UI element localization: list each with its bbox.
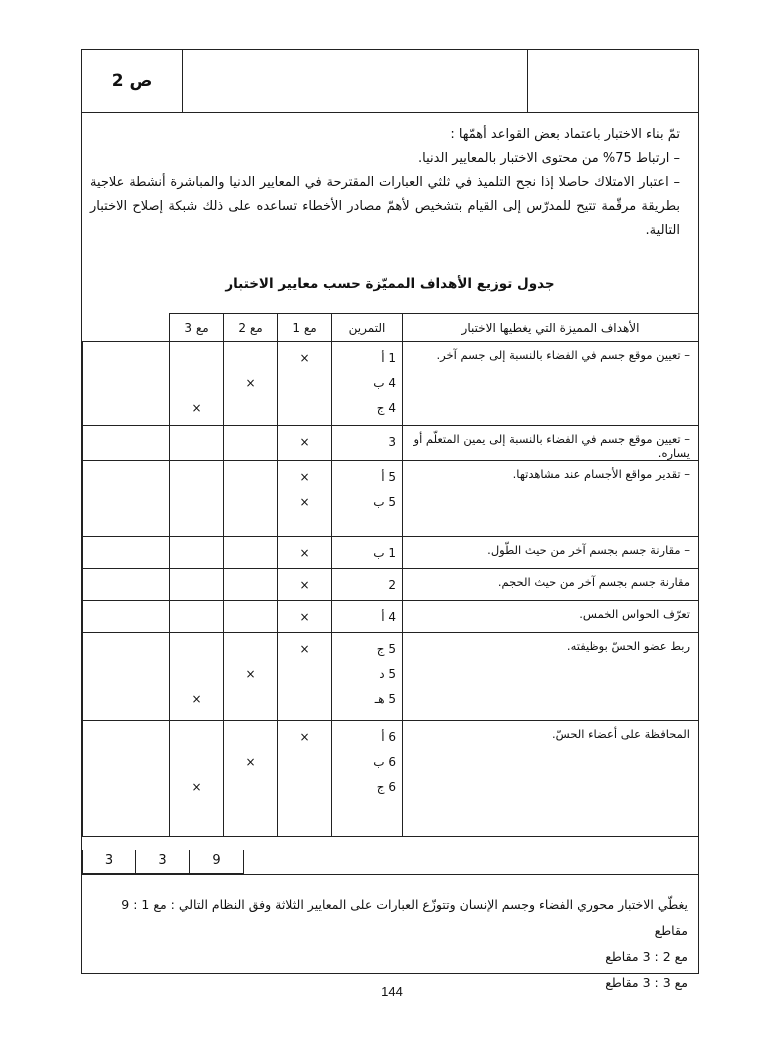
exercise-cell	[332, 633, 403, 721]
blank-cell	[83, 569, 170, 601]
criterion-c1-cell	[278, 569, 332, 601]
objective-cell: – مقارنة جسم بجسم آخر من حيث الطّول.	[403, 537, 699, 569]
exercise-ref: 6 ب	[373, 755, 396, 769]
check-mark: ×	[191, 401, 202, 415]
criterion-c2-cell	[224, 342, 278, 426]
check-mark	[278, 662, 331, 687]
criterion-c1-cell	[278, 342, 332, 426]
page-frame	[81, 49, 699, 990]
exercise-ref: 6 ج	[376, 780, 396, 794]
check-mark	[278, 396, 331, 421]
criterion-c1-cell	[278, 601, 332, 633]
check-mark	[278, 775, 331, 800]
exercise-ref: 5 ب	[373, 495, 396, 509]
objective-cell: ربط عضو الحسّ بوظيفته.	[403, 633, 699, 721]
header-row	[82, 50, 698, 113]
check-mark: ×	[299, 730, 310, 744]
blank-cell	[83, 461, 170, 537]
criterion-c2-cell	[224, 461, 278, 537]
intro-line: – اعتبار الامتلاك حاصلا إذا نجح التلميذ في ثلثي العبارات المقترحة في المعايير الدنيا والمباشرة أنشطة علاجية بطريقة مرقّمة تتيح للمدرّس إلى القيام بتشخيص لأهمّ مصادر الأخطاء تساعده على ذلك شبكة إصلاح الاختبار التالية.	[90, 175, 680, 238]
exercise-cell	[332, 601, 403, 633]
table-row	[83, 633, 699, 721]
criterion-c2-cell	[224, 721, 278, 837]
exercise-ref: 3	[388, 435, 396, 449]
exercise-ref: 2	[388, 578, 396, 592]
total-c1: 9	[190, 850, 244, 874]
table-row	[83, 721, 699, 837]
criterion-c2-cell	[224, 537, 278, 569]
criterion-c3-cell	[170, 342, 224, 426]
summary-line: مع 3 : 3 مقاطع	[605, 975, 688, 990]
check-mark	[170, 725, 223, 750]
check-mark	[224, 775, 277, 800]
header-objectives: الأهداف المميزة التي يغطيها الاختبار	[403, 314, 699, 342]
header-c3: مع 3	[170, 314, 224, 342]
check-mark	[224, 605, 277, 630]
divider	[82, 874, 698, 875]
objective-cell: – تقدير مواقع الأجسام عند مشاهدتها.	[403, 461, 699, 537]
objective-cell: تعرّف الحواس الخمس.	[403, 601, 699, 633]
check-mark: ×	[191, 692, 202, 706]
header-exercise: التمرين	[332, 314, 403, 342]
total-c2: 3	[136, 850, 190, 874]
table-row	[83, 601, 699, 633]
exercise-cell	[332, 721, 403, 837]
objectives-table	[82, 313, 699, 837]
blank-cell	[83, 537, 170, 569]
summary-line: يغطّي الاختبار محوري الفضاء وجسم الإنسان وتتوزّع العبارات على المعايير الثلاثة وفق النظام التالي : مع 1 : 9 مقاطع	[121, 897, 688, 938]
summary-line: مع 2 : 3 مقاطع	[605, 949, 688, 964]
criterion-c3-cell	[170, 569, 224, 601]
totals-row	[82, 850, 244, 874]
check-mark	[224, 687, 277, 712]
check-mark	[170, 573, 223, 598]
page-label: ص 2	[111, 71, 153, 91]
exercise-cell	[332, 426, 403, 461]
check-mark	[170, 541, 223, 566]
blank-cell	[83, 601, 170, 633]
blank-cell	[83, 721, 170, 837]
criterion-c2-cell	[224, 633, 278, 721]
page-number: 144	[381, 984, 403, 999]
check-mark: ×	[299, 578, 310, 592]
table-row	[83, 537, 699, 569]
header-divider-1	[182, 50, 183, 112]
total-c3: 3	[82, 850, 136, 874]
header-c1: مع 1	[278, 314, 332, 342]
exercise-ref: 5 هـ	[374, 692, 396, 706]
header-blank	[83, 314, 170, 342]
check-mark: ×	[299, 642, 310, 656]
objective-cell: المحافظة على أعضاء الحسّ.	[403, 721, 699, 837]
check-mark	[224, 725, 277, 750]
check-mark	[170, 371, 223, 396]
objective-cell: مقارنة جسم بجسم آخر من حيث الحجم.	[403, 569, 699, 601]
table-row	[83, 569, 699, 601]
criterion-c3-cell	[170, 537, 224, 569]
blank-cell	[83, 342, 170, 426]
check-mark	[224, 430, 277, 455]
intro-text	[90, 123, 680, 243]
check-mark: ×	[299, 495, 310, 509]
objective-cell: – تعيين موقع جسم في الفضاء بالنسبة إلى يمين المتعلّم أو يساره.	[403, 426, 699, 461]
table-row	[83, 342, 699, 426]
exercise-cell	[332, 342, 403, 426]
exercise-cell	[332, 461, 403, 537]
table-caption: جدول توزيع الأهداف المميّزة حسب معايير الاختبار	[225, 276, 555, 292]
check-mark: ×	[299, 435, 310, 449]
criterion-c3-cell	[170, 426, 224, 461]
exercise-ref: 6 أ	[381, 730, 396, 744]
exercise-ref: 4 أ	[381, 610, 396, 624]
exercise-ref: 5 د	[379, 667, 396, 681]
summary-text	[88, 892, 688, 996]
check-mark	[170, 750, 223, 775]
exercise-ref: 1 ب	[373, 546, 396, 560]
check-mark	[224, 465, 277, 490]
exercise-ref: 4 ج	[376, 401, 396, 415]
check-mark	[224, 346, 277, 371]
check-mark	[224, 490, 277, 515]
check-mark	[278, 371, 331, 396]
criterion-c2-cell	[224, 426, 278, 461]
criterion-c1-cell	[278, 426, 332, 461]
check-mark	[170, 490, 223, 515]
blank-cell	[83, 633, 170, 721]
criterion-c2-cell	[224, 569, 278, 601]
check-mark	[278, 687, 331, 712]
check-mark	[170, 605, 223, 630]
blank-cell	[83, 426, 170, 461]
exercise-cell	[332, 537, 403, 569]
check-mark	[170, 662, 223, 687]
criterion-c1-cell	[278, 537, 332, 569]
check-mark: ×	[299, 546, 310, 560]
criterion-c3-cell	[170, 721, 224, 837]
criterion-c1-cell	[278, 633, 332, 721]
check-mark	[224, 541, 277, 566]
check-mark: ×	[245, 755, 256, 769]
exercise-ref: 5 ج	[376, 642, 396, 656]
criterion-c2-cell	[224, 601, 278, 633]
criterion-c3-cell	[170, 633, 224, 721]
exercise-cell	[332, 569, 403, 601]
table-header-row	[83, 314, 699, 342]
check-mark: ×	[299, 610, 310, 624]
check-mark	[224, 396, 277, 421]
criterion-c1-cell	[278, 721, 332, 837]
exercise-ref: 5 أ	[381, 470, 396, 484]
check-mark: ×	[299, 470, 310, 484]
check-mark: ×	[245, 376, 256, 390]
check-mark: ×	[299, 351, 310, 365]
header-c2: مع 2	[224, 314, 278, 342]
table-row	[83, 426, 699, 461]
table-row	[83, 461, 699, 537]
intro-line: تمّ بناء الاختبار باعتماد بعض القواعد أهمّها :	[450, 127, 680, 142]
exercise-ref: 4 ب	[373, 376, 396, 390]
check-mark	[224, 637, 277, 662]
exercise-ref: 1 أ	[381, 351, 396, 365]
check-mark	[278, 750, 331, 775]
objective-cell: – تعيين موقع جسم في الفضاء بالنسبة إلى جسم آخر.	[403, 342, 699, 426]
check-mark	[170, 637, 223, 662]
criterion-c3-cell	[170, 461, 224, 537]
criterion-c1-cell	[278, 461, 332, 537]
header-divider-2	[527, 50, 528, 112]
check-mark	[170, 465, 223, 490]
criterion-c3-cell	[170, 601, 224, 633]
check-mark: ×	[245, 667, 256, 681]
check-mark: ×	[191, 780, 202, 794]
intro-line: – ارتباط 75% من محتوى الاختبار بالمعايير الدنيا.	[418, 151, 680, 166]
check-mark	[170, 430, 223, 455]
check-mark	[224, 573, 277, 598]
check-mark	[170, 346, 223, 371]
